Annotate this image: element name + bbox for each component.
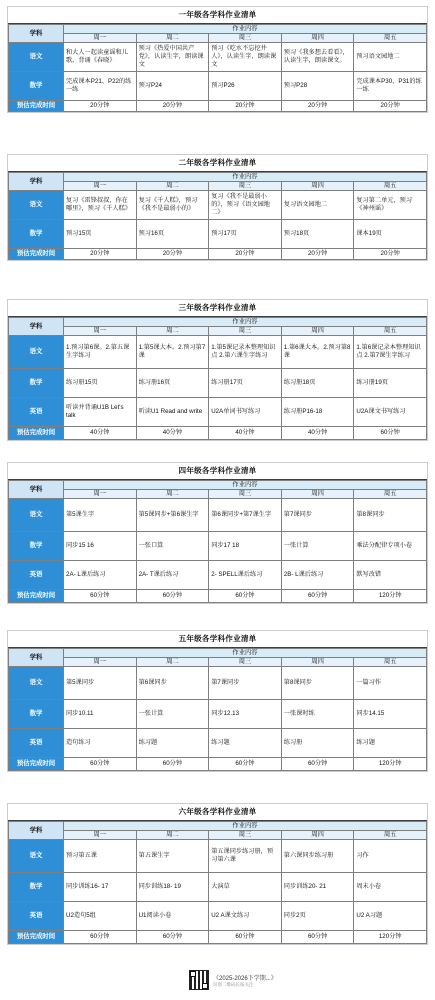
subject-label: 数学	[9, 220, 64, 249]
subject-row	[9, 873, 427, 902]
subject-label: 数学	[9, 700, 64, 729]
grade-card	[7, 299, 428, 441]
time-cell: 20分钟	[64, 249, 137, 260]
card-title: 二年级各学科作业清单	[8, 155, 427, 172]
homework-cell: 练习题	[136, 729, 209, 758]
homework-cell: 默写改错	[354, 561, 427, 590]
day-header: 周五	[354, 182, 427, 191]
time-cell: 120分钟	[354, 590, 427, 603]
homework-cell: 造句练习	[64, 729, 137, 758]
homework-cell: 预习《我多想去看看》，认读生字，朗读课文。	[281, 43, 354, 72]
homework-cell: 1.预习第6课。2.第五课生字练习	[64, 336, 137, 369]
grade-card	[7, 462, 428, 604]
homework-cell: 复习第二单元，预习《神州谣》	[354, 191, 427, 220]
homework-cell: 第7课同步	[281, 499, 354, 532]
day-header: 周三	[209, 490, 282, 499]
subject-header: 学科	[9, 25, 64, 43]
homework-cell: U2A单词书写练习	[209, 398, 282, 427]
subject-header: 学科	[9, 481, 64, 499]
homework-cell: 第六课同步练习册	[281, 840, 354, 873]
homework-cell: 练习册18页	[281, 369, 354, 398]
subject-row	[9, 499, 427, 532]
footer-subcaption: 识别二维码长按关注	[213, 982, 254, 987]
time-cell: 60分钟	[64, 931, 137, 944]
time-row-label: 预估完成时间	[9, 931, 64, 944]
homework-table	[8, 648, 427, 771]
time-cell: 20分钟	[281, 101, 354, 112]
time-row-label: 预估完成时间	[9, 427, 64, 440]
time-cell: 20分钟	[354, 101, 427, 112]
time-cell: 20分钟	[209, 249, 282, 260]
time-row-label: 预估完成时间	[9, 758, 64, 771]
content-header: 作业内容	[64, 822, 427, 831]
homework-cell: 练习册P16-18	[281, 398, 354, 427]
content-header: 作业内容	[64, 173, 427, 182]
day-header: 周一	[64, 182, 137, 191]
homework-cell: 1.第6课记录本整理知识点 2.第7课生字练习	[354, 336, 427, 369]
homework-cell: 预习15页	[64, 220, 137, 249]
subject-label: 英语	[9, 729, 64, 758]
time-row	[9, 101, 427, 112]
day-header: 周五	[354, 490, 427, 499]
time-cell: 60分钟	[64, 758, 137, 771]
time-cell: 60分钟	[64, 590, 137, 603]
subject-label: 语文	[9, 840, 64, 873]
homework-cell: 同步14.15	[354, 700, 427, 729]
subject-label: 语文	[9, 191, 64, 220]
homework-cell: 预习语文园地二	[354, 43, 427, 72]
homework-cell: 1.第5课大本。2.预习第7课	[136, 336, 209, 369]
homework-cell: 第五课生字	[136, 840, 209, 873]
homework-cell: 复习《雷锋叔叔，你在哪里》，预习《千人糕》	[64, 191, 137, 220]
day-header: 周一	[64, 327, 137, 336]
day-header: 周三	[209, 34, 282, 43]
day-header: 周四	[281, 34, 354, 43]
day-header: 周五	[354, 34, 427, 43]
subject-label: 数学	[9, 873, 64, 902]
homework-cell: 2B- L课后练习	[281, 561, 354, 590]
homework-cell: 练习册19页	[354, 369, 427, 398]
time-cell: 60分钟	[209, 931, 282, 944]
time-row	[9, 931, 427, 944]
content-header: 作业内容	[64, 649, 427, 658]
homework-cell: 同步训练18- 19	[136, 873, 209, 902]
homework-cell: 课本19页	[354, 220, 427, 249]
time-cell: 40分钟	[281, 427, 354, 440]
day-header: 周一	[64, 831, 137, 840]
subject-row	[9, 191, 427, 220]
subject-label: 数学	[9, 369, 64, 398]
homework-cell: 练习册15页	[64, 369, 137, 398]
homework-cell: 练习册	[281, 729, 354, 758]
homework-cell: 一张计算	[136, 700, 209, 729]
card-title: 一年级各学科作业清单	[8, 7, 427, 24]
subject-row	[9, 336, 427, 369]
homework-cell: 1.第6课大本。2.预习第8课	[281, 336, 354, 369]
subject-label: 语文	[9, 336, 64, 369]
time-row	[9, 249, 427, 260]
homework-cell: 一张课时练	[281, 700, 354, 729]
homework-cell: 同步2页	[281, 902, 354, 931]
homework-cell: 预习P26	[209, 72, 282, 101]
time-cell: 60分钟	[136, 931, 209, 944]
time-cell: 20分钟	[209, 101, 282, 112]
day-header: 周三	[209, 182, 282, 191]
subject-row	[9, 729, 427, 758]
day-header: 周五	[354, 658, 427, 667]
homework-cell: 复习《千人糕》，预习《我不是最弱小的》	[136, 191, 209, 220]
homework-table	[8, 821, 427, 944]
homework-cell: 2- SPELL课后练习	[209, 561, 282, 590]
homework-table	[8, 172, 427, 260]
homework-cell: 第6课同步+第7课生字	[209, 499, 282, 532]
day-header: 周四	[281, 658, 354, 667]
homework-cell: 第8课同步	[281, 667, 354, 700]
time-cell: 60分钟	[281, 758, 354, 771]
day-header: 周四	[281, 327, 354, 336]
time-cell: 60分钟	[136, 758, 209, 771]
homework-cell: 习作	[354, 840, 427, 873]
subject-header: 学科	[9, 173, 64, 191]
time-row	[9, 758, 427, 771]
subject-row	[9, 667, 427, 700]
day-header: 周二	[136, 658, 209, 667]
homework-cell: 一张计算	[281, 532, 354, 561]
qr-code-icon	[189, 970, 209, 990]
subject-label: 语文	[9, 43, 64, 72]
homework-cell: 同步15 16	[64, 532, 137, 561]
time-cell: 20分钟	[136, 249, 209, 260]
subject-row	[9, 220, 427, 249]
subject-label: 语文	[9, 667, 64, 700]
homework-cell: 1.第5课记录本整理知识点 2.第六课生字练习	[209, 336, 282, 369]
time-row	[9, 590, 427, 603]
homework-cell: 预习18页	[281, 220, 354, 249]
homework-cell: 练习题	[209, 729, 282, 758]
subject-row	[9, 72, 427, 101]
subject-row	[9, 43, 427, 72]
homework-cell: 预习第五课	[64, 840, 137, 873]
homework-cell: U2 A课文练习	[209, 902, 282, 931]
day-header: 周二	[136, 831, 209, 840]
day-header: 周二	[136, 34, 209, 43]
subject-header: 学科	[9, 822, 64, 840]
day-header: 周四	[281, 182, 354, 191]
homework-cell: 完成课本P30、P31的练一练	[354, 72, 427, 101]
time-cell: 60分钟	[209, 758, 282, 771]
homework-cell: 周末小卷	[354, 873, 427, 902]
homework-cell: 同步12.13	[209, 700, 282, 729]
page-footer	[0, 962, 435, 1000]
footer-caption: 《2025-2026下学期...》	[213, 976, 277, 982]
homework-cell: 第5课生字	[64, 499, 137, 532]
subject-label: 英语	[9, 561, 64, 590]
homework-cell: 和大人一起读童谣和儿歌，背诵《春晓》	[64, 43, 137, 72]
homework-cell: 同步训练20- 21	[281, 873, 354, 902]
homework-cell: 第6课同步	[136, 667, 209, 700]
subject-row	[9, 902, 427, 931]
homework-table	[8, 317, 427, 440]
time-cell: 60分钟	[281, 590, 354, 603]
time-row-label: 预估完成时间	[9, 590, 64, 603]
homework-cell: 2A- T课后练习	[136, 561, 209, 590]
homework-cell: 第7课同步	[209, 667, 282, 700]
homework-cell: 预习P28	[281, 72, 354, 101]
day-header: 周四	[281, 831, 354, 840]
time-cell: 120分钟	[354, 758, 427, 771]
content-header: 作业内容	[64, 481, 427, 490]
homework-cell: 复习《我不是最弱小的》，预习《语文园地二》	[209, 191, 282, 220]
homework-cell: 第5课同步+第6课生字	[136, 499, 209, 532]
day-header: 周四	[281, 490, 354, 499]
homework-cell: 同步训练16- 17	[64, 873, 137, 902]
homework-cell: 练习册17页	[209, 369, 282, 398]
time-row-label: 预估完成时间	[9, 101, 64, 112]
homework-cell: U2造句5组	[64, 902, 137, 931]
card-title: 六年级各学科作业清单	[8, 804, 427, 821]
grade-card	[7, 630, 428, 772]
time-cell: 40分钟	[136, 427, 209, 440]
grade-card	[7, 6, 428, 113]
homework-cell: 预习P24	[136, 72, 209, 101]
time-cell: 60分钟	[354, 427, 427, 440]
subject-row	[9, 532, 427, 561]
day-header: 周五	[354, 831, 427, 840]
day-header: 周一	[64, 490, 137, 499]
time-cell: 60分钟	[281, 931, 354, 944]
homework-cell: 复习语文园地二	[281, 191, 354, 220]
time-cell: 60分钟	[209, 590, 282, 603]
homework-cell: 完成课本P21、P22的练一练	[64, 72, 137, 101]
subject-row	[9, 398, 427, 427]
homework-cell: 听读并背诵U1B Let's talk	[64, 398, 137, 427]
grade-card	[7, 803, 428, 945]
time-row-label: 预估完成时间	[9, 249, 64, 260]
subject-row	[9, 369, 427, 398]
time-cell: 20分钟	[354, 249, 427, 260]
day-header: 周二	[136, 182, 209, 191]
subject-label: 英语	[9, 398, 64, 427]
homework-cell: 听读U1 Read and write	[136, 398, 209, 427]
day-header: 周三	[209, 327, 282, 336]
subject-label: 英语	[9, 902, 64, 931]
homework-cell: 同步17 18	[209, 532, 282, 561]
homework-cell: 预习16页	[136, 220, 209, 249]
homework-cell: 同步10.11	[64, 700, 137, 729]
homework-cell: 乘法分配律专项小卷	[354, 532, 427, 561]
card-title: 五年级各学科作业清单	[8, 631, 427, 648]
homework-table	[8, 24, 427, 112]
subject-row	[9, 700, 427, 729]
time-row	[9, 427, 427, 440]
day-header: 周一	[64, 658, 137, 667]
subject-row	[9, 840, 427, 873]
content-header: 作业内容	[64, 318, 427, 327]
homework-cell: 预习《吃水不忘挖井人》，认读生字，朗读课文	[209, 43, 282, 72]
homework-cell: 预习《热爱中国共产党》，认读生字，朗读课文	[136, 43, 209, 72]
homework-cell: 大演草	[209, 873, 282, 902]
homework-cell: U1阅读小卷	[136, 902, 209, 931]
homework-cell: 一张口算	[136, 532, 209, 561]
card-title: 三年级各学科作业清单	[8, 300, 427, 317]
day-header: 周三	[209, 658, 282, 667]
homework-cell: 第5课同步	[64, 667, 137, 700]
subject-header: 学科	[9, 649, 64, 667]
grade-card	[7, 154, 428, 261]
homework-cell: 预习17页	[209, 220, 282, 249]
day-header: 周二	[136, 490, 209, 499]
homework-cell: 第五课同步练习册，预习第六课	[209, 840, 282, 873]
card-title: 四年级各学科作业清单	[8, 463, 427, 480]
homework-cell: 2A- L课后练习	[64, 561, 137, 590]
content-header: 作业内容	[64, 25, 427, 34]
subject-label: 数学	[9, 532, 64, 561]
homework-cell: 一篇习作	[354, 667, 427, 700]
day-header: 周二	[136, 327, 209, 336]
time-cell: 20分钟	[64, 101, 137, 112]
subject-header: 学科	[9, 318, 64, 336]
subject-label: 语文	[9, 499, 64, 532]
homework-cell: 练习题	[354, 729, 427, 758]
day-header: 周三	[209, 831, 282, 840]
time-cell: 40分钟	[64, 427, 137, 440]
day-header: 周五	[354, 327, 427, 336]
subject-row	[9, 561, 427, 590]
homework-cell: U2 A习题	[354, 902, 427, 931]
homework-cell: 练习册16页	[136, 369, 209, 398]
homework-cell: U2A课文书写练习	[354, 398, 427, 427]
time-cell: 60分钟	[136, 590, 209, 603]
homework-table	[8, 480, 427, 603]
day-header: 周一	[64, 34, 137, 43]
time-cell: 20分钟	[136, 101, 209, 112]
homework-cell: 第8课同步	[354, 499, 427, 532]
time-cell: 20分钟	[281, 249, 354, 260]
time-cell: 120分钟	[354, 931, 427, 944]
subject-label: 数学	[9, 72, 64, 101]
time-cell: 40分钟	[209, 427, 282, 440]
